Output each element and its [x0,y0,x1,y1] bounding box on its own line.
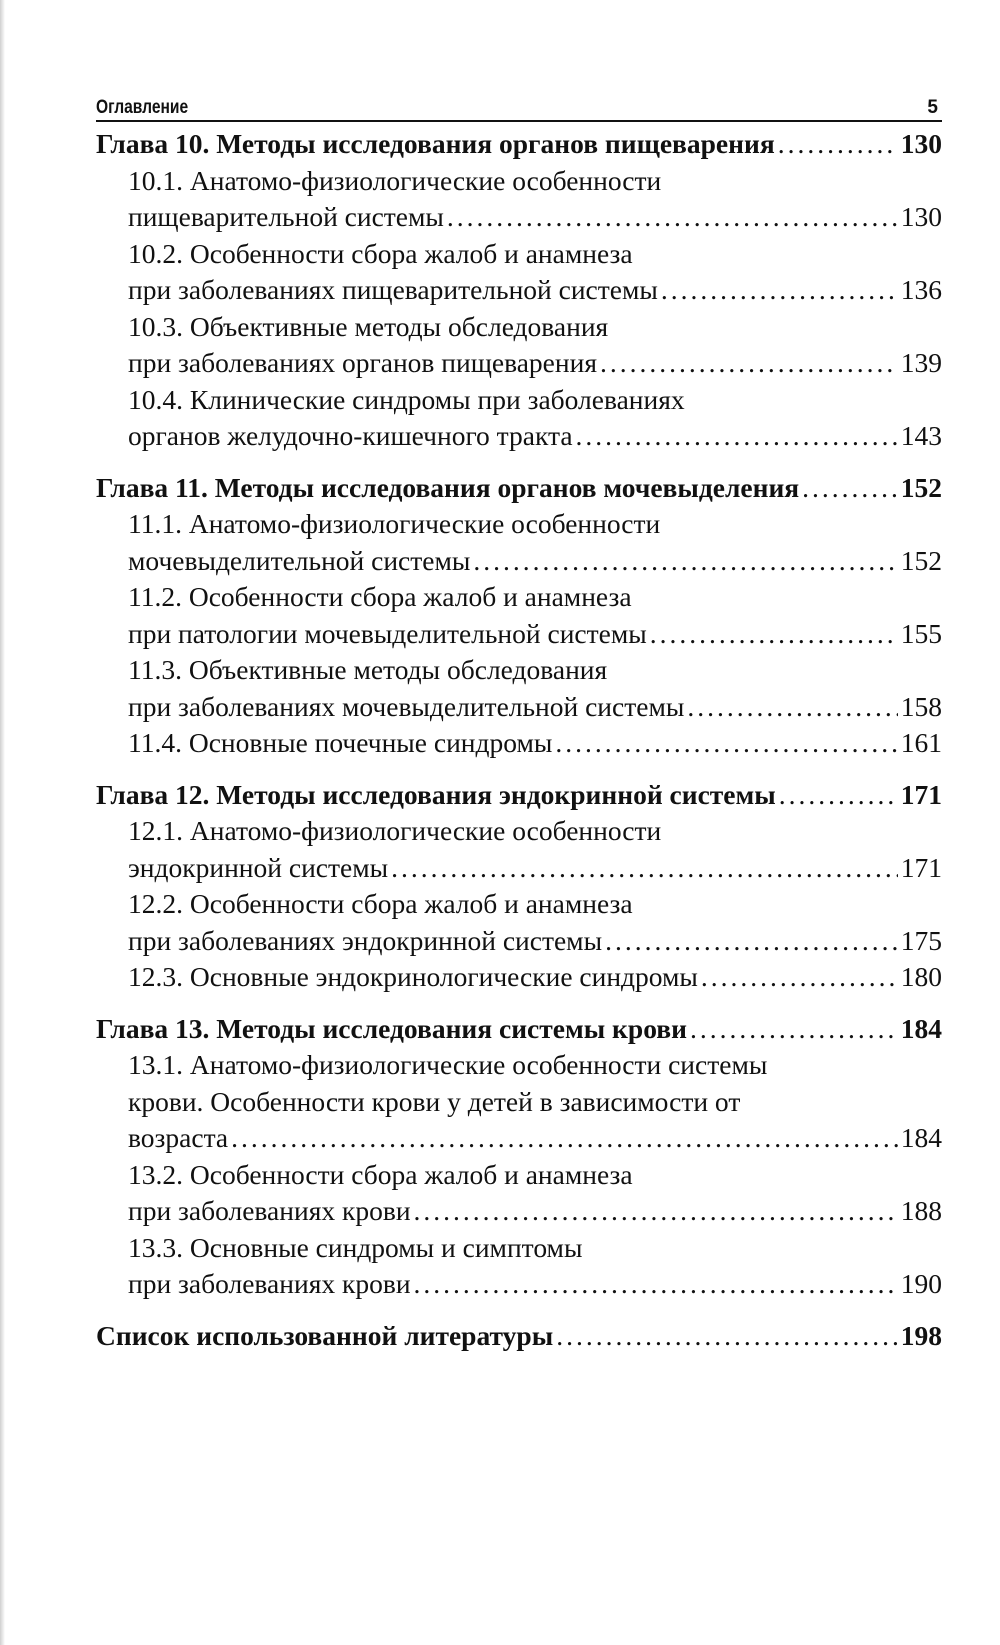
toc-section[interactable] [96,236,942,309]
chapter-page: 171 [900,778,942,810]
section-entry-last-line [128,1120,942,1157]
running-header-title: Оглавление [96,97,189,118]
section-page: 152 [900,544,942,576]
toc-section[interactable] [96,163,942,236]
section-title-line: 12.3. Основные эндокринологические синдромы [128,961,698,992]
chapter-entry[interactable] [96,470,942,507]
leader-dots [556,1318,898,1355]
chapter-title: Глава 12. Методы исследования эндокринной системы [96,778,776,810]
section-page: 158 [900,690,942,722]
toc-section[interactable] [96,1047,942,1157]
leader-dots [391,850,898,887]
table-of-contents [96,126,942,1303]
section-title-line: 13.2. Особенности сбора жалоб и анамнеза [128,1158,633,1190]
chapter-page: 152 [900,471,942,503]
chapter-title: Глава 10. Методы исследования органов пищеварения [96,128,775,159]
chapter-page: 184 [900,1012,942,1044]
page-number: 5 [927,97,938,118]
toc-section[interactable] [96,506,942,579]
section-entry-last-line [128,689,942,726]
section-page: 161 [900,727,942,758]
section-page: 175 [900,924,942,956]
toc-bibliography[interactable] [96,1318,942,1355]
leader-dots [661,272,898,309]
leader-dots [555,725,897,762]
toc-section[interactable] [96,652,942,725]
leader-dots [802,470,898,507]
chapter-entry[interactable] [96,126,942,163]
section-entry-last-line [128,418,942,455]
section-page: 136 [900,274,942,305]
section-page: 171 [900,851,942,883]
section-title-line: 12.2. Особенности сбора жалоб и анамнеза [128,888,633,919]
section-title-line: возраста [128,1122,229,1153]
toc-section[interactable] [96,725,942,762]
section-title-line: 13.3. Основные синдромы и симптомы [128,1231,583,1263]
section-title-line: 10.1. Анатомо-физиологические особенности [128,164,662,196]
section-entry-last-line [128,850,942,887]
leader-dots [473,543,897,580]
section-title-line: 13.1. Анатомо-физиологические особенности системы [128,1049,768,1080]
section-page: 139 [900,347,942,378]
section-entry-last-line [128,543,942,580]
toc-section[interactable] [96,309,942,382]
section-title-line: при патологии мочевыделительной системы [128,617,647,649]
section-title-line: мочевыделительной системы [128,544,471,576]
section-entry-last-line [128,1193,942,1230]
leader-dots [650,616,898,653]
toc-chapter [96,470,942,762]
section-title-line: пищеварительной системы [128,201,444,232]
leader-dots [701,959,898,996]
section-title-line: при заболеваниях эндокринной системы [128,924,603,956]
section-entry-last-line [128,272,942,309]
section-entry-last-line [128,725,942,762]
chapter-title: Глава 13. Методы исследования системы крови [96,1012,687,1044]
chapter-page: 130 [900,128,942,159]
section-title-line: при заболеваниях крови [128,1195,411,1226]
section-title-line: 11.2. Особенности сбора жалоб и анамнеза [128,581,632,612]
section-title-line: органов желудочно-кишечного тракта [128,420,573,451]
toc-chapter [96,777,942,996]
section-page: 155 [900,617,942,649]
chapter-entry[interactable] [96,777,942,814]
section-page: 184 [900,1122,942,1153]
leader-dots [779,777,898,814]
section-page: 190 [900,1268,942,1299]
section-entry-last-line [128,923,942,960]
section-title-line: 12.1. Анатомо-физиологические особенности [128,815,662,846]
page-edge-shadow [0,0,5,1645]
section-title-line: крови. Особенности крови у детей в зависимости от [128,1085,741,1117]
bibliography-title: Список использованной литературы [96,1319,554,1351]
document-page [96,92,942,1354]
toc-section[interactable] [96,813,942,886]
section-title-line: при заболеваниях крови [128,1268,411,1299]
section-page: 130 [900,201,942,232]
toc-section[interactable] [96,1230,942,1303]
leader-dots [414,1193,898,1230]
toc-section[interactable] [96,959,942,996]
chapter-entry[interactable] [96,1011,942,1048]
section-entry-last-line [128,959,942,996]
toc-section[interactable] [96,1157,942,1230]
toc-chapter [96,126,942,455]
section-title-line: при заболеваниях органов пищеварения [128,347,597,378]
toc-section[interactable] [96,382,942,455]
leader-dots [231,1120,898,1157]
section-entry-last-line [128,616,942,653]
section-title-line: 10.3. Объективные методы обследования [128,310,609,342]
running-header [96,92,942,122]
leader-dots [690,1011,898,1048]
section-entry-last-line [128,199,942,236]
chapter-title: Глава 11. Методы исследования органов мочевыделения [96,471,800,503]
section-title-line: 10.2. Особенности сбора жалоб и анамнеза [128,237,633,269]
section-entry-last-line [128,1266,942,1303]
leader-dots [576,418,898,455]
leader-dots [600,345,898,382]
section-title-line: 11.3. Объективные методы обследования [128,654,608,685]
section-title-line: при заболеваниях пищеварительной системы [128,274,658,305]
leader-dots [687,689,897,726]
section-title-line: 10.4. Клинические синдромы при заболеваниях [128,383,685,415]
leader-dots [447,199,898,236]
toc-section[interactable] [96,579,942,652]
section-page: 188 [900,1195,942,1226]
leader-dots [778,126,898,163]
section-title-line: эндокринной системы [128,851,389,883]
section-title-line: при заболеваниях мочевыделительной системы [128,690,685,722]
section-title-line: 11.4. Основные почечные синдромы [128,727,553,758]
section-entry-last-line [128,345,942,382]
toc-chapter [96,1011,942,1303]
leader-dots [414,1266,898,1303]
bibliography-page: 198 [900,1319,942,1351]
leader-dots [605,923,898,960]
section-page: 180 [900,961,942,992]
toc-section[interactable] [96,886,942,959]
section-title-line: 11.1. Анатомо-физиологические особенности [128,508,661,539]
section-page: 143 [900,420,942,451]
